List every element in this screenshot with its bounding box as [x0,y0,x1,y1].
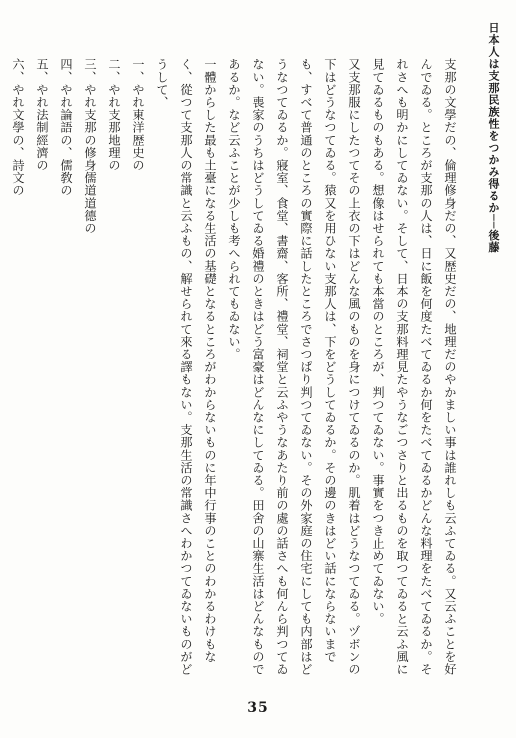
running-header: 日本人は支那民族性をつかみ得るか──後藤 [487,22,500,254]
paragraph-3: 一體からした最も土臺になる生活の基礎となるところがわからないものに年中行事のことのわかるわけもなく、從つて支那人の常識と云ふもの、解せられて來る譯もない。支那生活の常識さへわかつてゐないものがどうして、 [155,58,217,676]
list-item: 六、やれ文學の、詩文の [11,58,25,197]
paragraph-2: 又支那服にしたつてその上衣の下はどんな風のものを身につけてゐるのか。肌着はどうなつてゐる。ヅボンの下はどうなつてゐる。猿又を用ひない支那人は、下をどうしてゐるか。その邊のきはどい話にならないまでも、すべて普通のところの實際に話したところでさつぱり判つてゐない。その外家庭の住宅にしても内部はどうなつてゐるか。寢室、食堂、書齋、客所、禮堂、祠堂と云ふやうなあたり前の處の話さへも何んら判つてゐない。喪家のうちはどうしてゐる婚禮のときはどう富豪はどんなにしてゐる。田舍の山寨生活はどんなものであるか。など云ふことが少しも考へられてもゐない。 [227,58,361,676]
main-text-body [11,58,462,678]
list-item: 三、やれ支那の修身儒道道德の [83,58,97,235]
list-item: 二、やれ支那地理の [107,58,121,172]
page-number: 35 [247,700,269,716]
enumerated-list [6,58,150,678]
paragraph-1: 支那の文學だの、倫理修身だの、又歴史だの、地理だのやかましい事は誰れしも云ふてゐる。又云ふことを好んでゐる。ところが支那の人は、日に飯を何度たべてゐるか何をたべてゐるかどんな料理をたべてゐるか。それさへも明かにしてゐない。そして、日本の支那料理見たやうなごつさりと出るものを取つてゐると云ふ風に見てゐるものもある。想像はせられても本當のところが、判つてゐない。事實をつき止めてゐない。 [371,58,457,676]
list-item: 五、やれ法制經濟の [35,58,49,172]
list-item: 四、やれ論語の、儒敎の [59,58,73,197]
list-item: 一、やれ東洋歴史の [131,58,145,172]
